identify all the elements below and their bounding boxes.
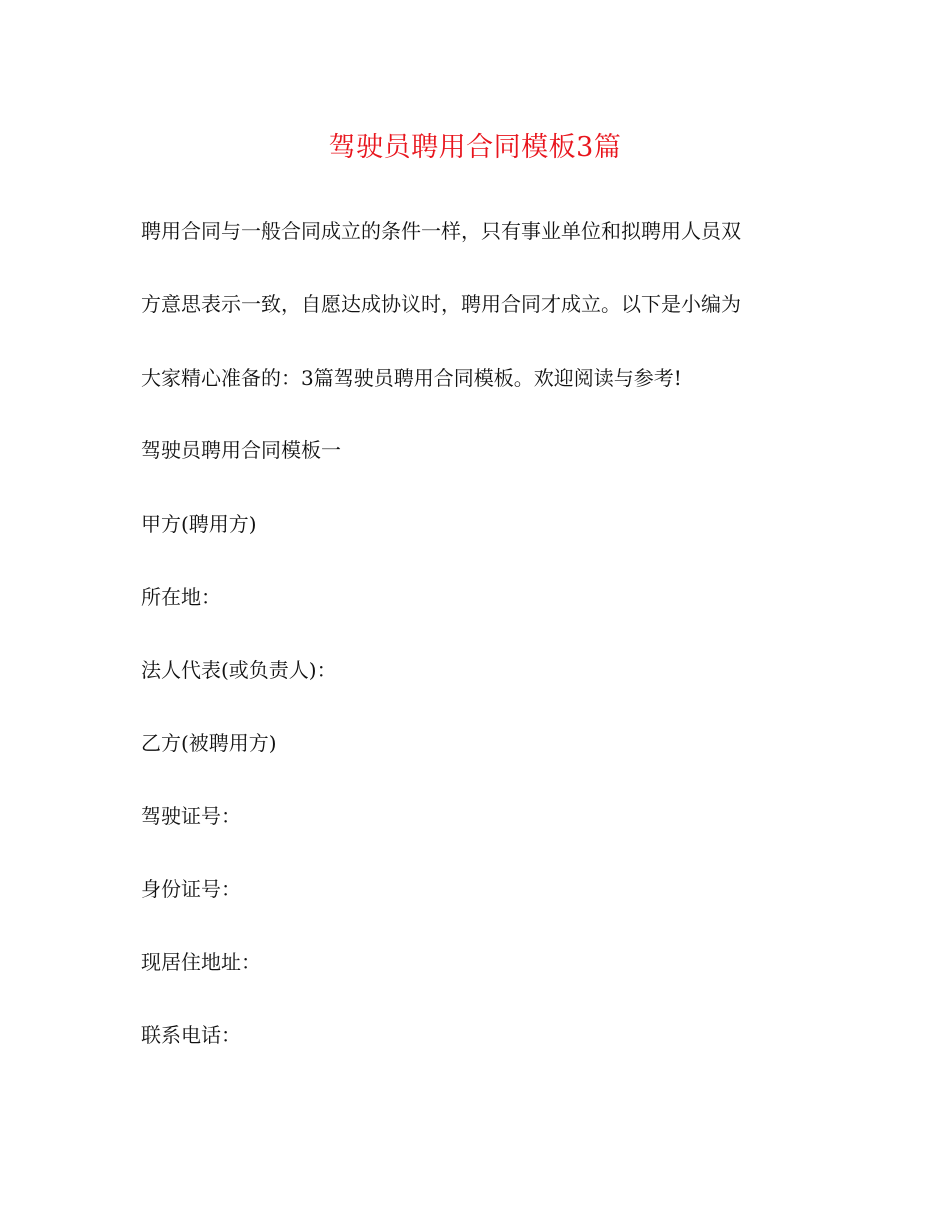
field-address: 现居住地址： [141,950,261,974]
intro-line-3: 大家精心准备的：3篇驾驶员聘用合同模板。欢迎阅读与参考! [141,366,682,390]
section-heading: 驾驶员聘用合同模板一 [141,438,341,462]
field-id-number: 身份证号： [141,877,241,901]
field-driver-license: 驾驶证号： [141,804,241,828]
document-title: 驾驶员聘用合同模板3篇 [328,132,622,163]
field-location: 所在地： [141,585,221,609]
field-legal-representative: 法人代表(或负责人)： [141,658,337,682]
intro-line-1: 聘用合同与一般合同成立的条件一样，只有事业单位和拟聘用人员双 [141,219,741,243]
field-party-b: 乙方(被聘用方) [141,731,277,755]
field-phone: 联系电话： [141,1023,241,1047]
field-party-a: 甲方(聘用方) [141,512,257,536]
intro-line-2: 方意思表示一致，自愿达成协议时，聘用合同才成立。以下是小编为 [141,292,741,316]
